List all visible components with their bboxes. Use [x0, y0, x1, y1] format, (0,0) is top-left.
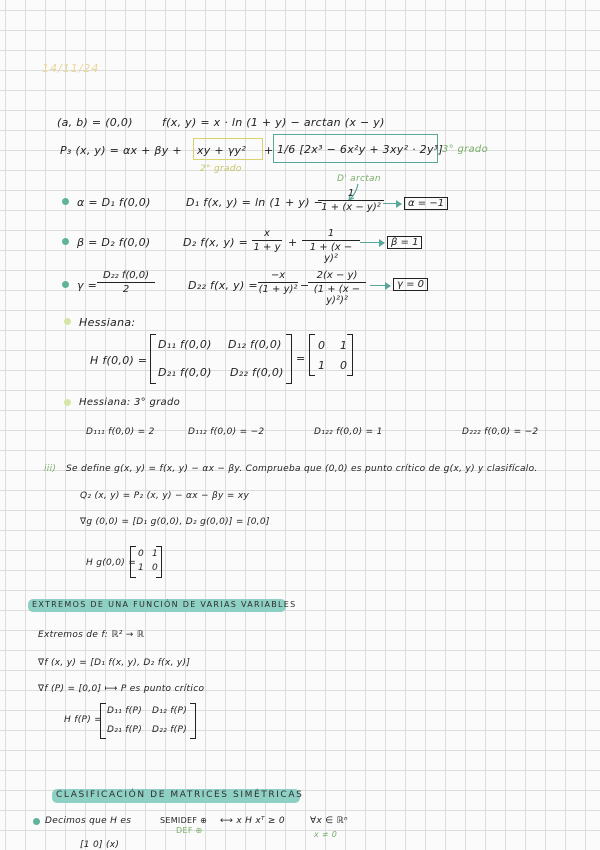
d22-denominator-2: (1 + (x − y)²)²	[313, 284, 361, 306]
decimos-line: Decimos que H es	[45, 816, 132, 826]
third-derivative-2: D₁₁₂ f(0,0) = −2	[188, 427, 265, 437]
extremos-line: Extremos de f: ℝ² → ℝ	[38, 630, 145, 640]
matrix-bracket-left	[309, 334, 315, 376]
hp-22: D₂₂ f(P)	[152, 725, 188, 735]
critical-point-line: ∇f (P) = [0,0] ⟼ P es punto crítico	[38, 684, 205, 694]
section-title-clasificacion: CLASIFICACIÓN DE MATRICES SIMÉTRICAS	[56, 790, 304, 800]
bullet-hessiana-3	[64, 399, 71, 406]
result-arrow	[360, 242, 384, 243]
third-degree-label: 3° grado	[442, 144, 488, 155]
second-degree-terms: xy + γy²	[197, 144, 247, 157]
date: 14/11/24	[42, 62, 100, 75]
d22-fraction-1	[258, 270, 298, 295]
d2-fraction-1	[252, 228, 282, 253]
h-m11: D₁₁ f(0,0)	[158, 338, 212, 351]
forall-x: ∀x ∈ ℝⁿ	[310, 816, 348, 826]
result-arrow	[370, 285, 390, 286]
exercise-statement: Se define g(x, y) = f(x, y) − αx − βy. Comprueba que (0,0) es punto crítico de g(x, y) y clasifícalo.	[66, 464, 538, 474]
alpha-result: α = −1	[404, 197, 448, 210]
second-degree-label: 2° grado	[200, 164, 242, 174]
h-m21: D₂₁ f(0,0)	[158, 366, 212, 379]
hg-12: 1	[152, 549, 159, 559]
hg-22: 0	[152, 563, 159, 573]
d2-denominator-1: 1 + y	[253, 242, 281, 253]
matrix-bracket-left	[100, 703, 106, 739]
result-arrow	[383, 203, 401, 204]
gamma-definition: γ =	[77, 279, 98, 292]
hp-12: D₁₂ f(P)	[152, 706, 188, 716]
d22-expression: D₂₂ f(x, y) =	[188, 279, 258, 292]
gamma-fraction	[97, 270, 155, 295]
hessian-p-lhs: H f(P) =	[64, 715, 103, 725]
d2-numerator-2: 1	[327, 228, 335, 239]
h-v11: 0	[318, 339, 326, 352]
taylor-p3-lhs: P₃ (x, y) = αx + βy +	[60, 144, 182, 157]
alpha-definition: α = D₁ f(0,0)	[77, 196, 151, 209]
d22-numerator-1: −x	[270, 270, 286, 281]
arctan-derivative-note: D' arctan	[337, 174, 381, 184]
matrix-bracket-right	[347, 334, 353, 376]
bullet-gamma	[62, 281, 69, 288]
x-nonzero: x ≠ 0	[314, 830, 338, 839]
q2-expression: Q₂ (x, y) = P₂ (x, y) − αx − βy = xy	[80, 491, 250, 501]
hg-11: 0	[138, 549, 145, 559]
h-v12: 1	[340, 339, 348, 352]
gradient-f: ∇f (x, y) = [D₁ f(x, y), D₂ f(x, y)]	[38, 658, 191, 668]
bullet-clasificacion	[33, 818, 40, 825]
exercise-number: iii)	[44, 464, 57, 474]
d1-denominator: 1 + (x − y)²	[321, 202, 381, 213]
d2-denominator-2: 1 + (x − y)²	[309, 242, 353, 264]
third-derivative-1: D₁₁₁ f(0,0) = 2	[86, 427, 155, 437]
beta-result: β = 1	[387, 236, 422, 249]
def-label: DEF ⊕	[176, 826, 203, 835]
semidef-label: SEMIDEF ⊕	[160, 816, 208, 825]
d1-fraction	[318, 188, 384, 213]
matrix-bracket-right	[156, 546, 162, 578]
matrix-bracket-left	[130, 546, 136, 578]
h-m12: D₁₂ f(0,0)	[228, 338, 282, 351]
matrix-bracket-left	[150, 334, 156, 384]
cut-off-line: [1 0] (x)	[80, 840, 120, 850]
hp-11: D₁₁ f(P)	[107, 706, 143, 716]
h-v22: 0	[340, 359, 348, 372]
d22-fraction-2	[308, 270, 366, 306]
d22-denominator-1: (1 + y)²	[258, 284, 298, 295]
gamma-numerator: D₂₂ f(0,0)	[102, 270, 150, 281]
bullet-beta	[62, 238, 69, 245]
beta-definition: β = D₂ f(0,0)	[77, 236, 151, 249]
bullet-alpha	[62, 198, 69, 205]
third-derivative-4: D₂₂₂ f(0,0) = −2	[462, 427, 539, 437]
point-definition: (a, b) = (0,0)	[57, 116, 133, 129]
matrix-bracket-right	[286, 334, 292, 384]
hessiana-lhs: H f(0,0) =	[90, 354, 148, 367]
section-title-extremos: EXTREMOS DE UNA FUNCIÓN DE VARIAS VARIABLES	[32, 600, 297, 609]
hg-21: 1	[138, 563, 145, 573]
d2-numerator-1: x	[264, 228, 270, 239]
hessiana-label: Hessiana:	[79, 316, 136, 329]
function-definition: f(x, y) = x · ln (1 + y) − arctan (x − y)	[162, 116, 385, 129]
quadratic-form-condition: ⟷ x H xᵀ ≥ 0	[220, 816, 285, 826]
equals-sign: =	[296, 352, 306, 365]
plus-sign: +	[264, 144, 274, 157]
d2-expression: D₂ f(x, y) =	[183, 236, 249, 249]
plus-sign: +	[288, 236, 298, 249]
hessiana-3-label: Hessiana: 3° grado	[79, 397, 181, 408]
gamma-denominator: 2	[122, 284, 130, 295]
third-degree-terms: 1/6 [2x³ − 6x²y + 3xy² · 2y³]	[277, 143, 444, 156]
bullet-hessiana	[64, 318, 71, 325]
h-m22: D₂₂ f(0,0)	[230, 366, 284, 379]
d22-numerator-2: 2(x − y)	[316, 270, 358, 281]
hessian-g-lhs: H g(0,0) =	[86, 558, 137, 568]
matrix-bracket-right	[190, 703, 196, 739]
hp-21: D₂₁ f(P)	[107, 725, 143, 735]
d1-numerator: 1	[347, 188, 355, 199]
minus-sign: −	[300, 279, 310, 292]
third-derivative-3: D₁₂₂ f(0,0) = 1	[314, 427, 383, 437]
h-v21: 1	[318, 359, 326, 372]
gradient-g: ∇g (0,0) = [D₁ g(0,0), D₂ g(0,0)] = [0,0]	[80, 517, 270, 527]
gamma-result: γ = 0	[393, 278, 428, 291]
d2-fraction-2	[302, 228, 360, 264]
d1-expression: D₁ f(x, y) = ln (1 + y) −	[186, 196, 324, 209]
